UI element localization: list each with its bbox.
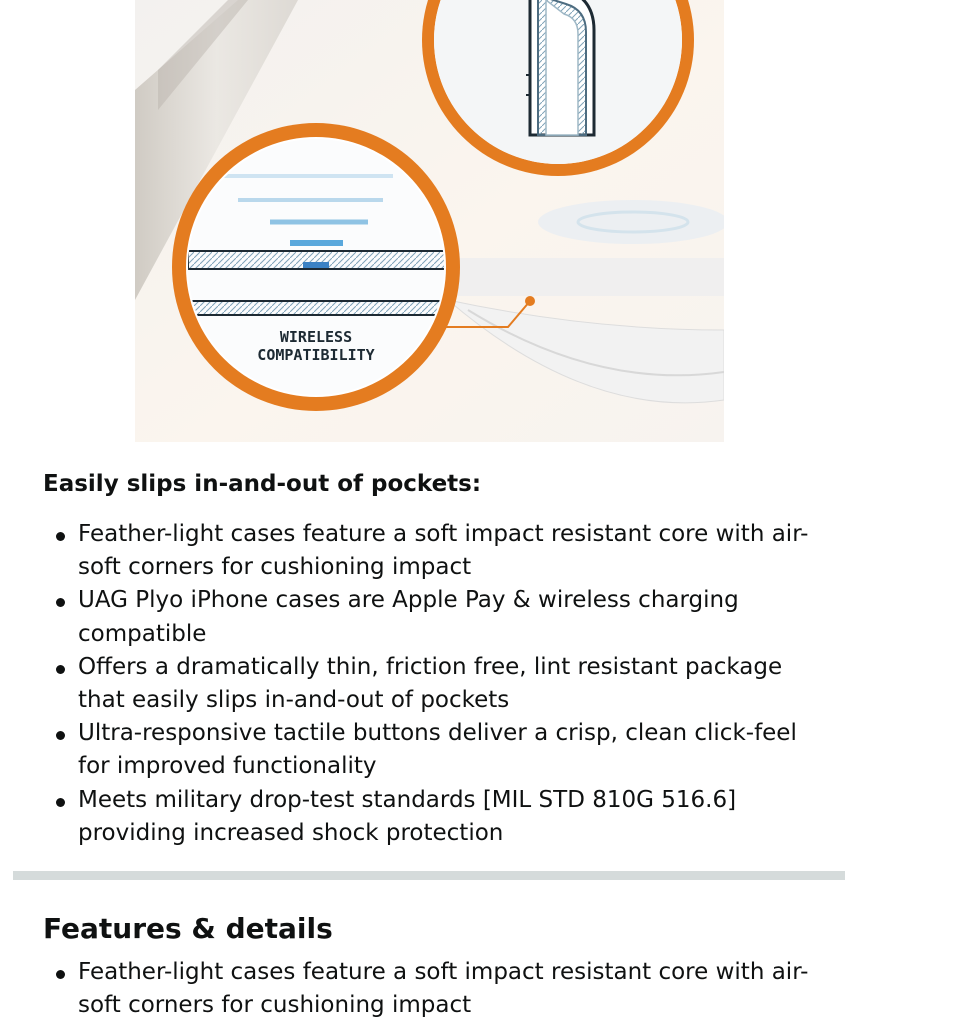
product-image[interactable]	[128, 0, 724, 442]
pockets-heading: Easily slips in-and-out of pockets:	[43, 471, 482, 497]
section-divider	[13, 871, 845, 880]
pockets-bullet: Offers a dramatically thin, friction free, lint resistant package that easily slips in-and-out of pockets	[43, 651, 813, 717]
features-bullet: Feather-light cases feature a soft impact resistant core with air-soft corners for cushioning impact	[43, 956, 813, 1022]
callout-dot	[525, 296, 535, 306]
wireless-detail-lens	[172, 123, 460, 411]
features-title: Features & details	[43, 912, 333, 945]
pockets-bullet: Feather-light cases feature a soft impact resistant core with air-soft corners for cushioning impact	[43, 518, 813, 584]
callout-text-wireless: WIRELESS	[279, 328, 353, 346]
pockets-bullet: Ultra-responsive tactile buttons deliver a crisp, clean click-feel for improved functionality	[43, 717, 813, 783]
features-bullet-list	[43, 956, 813, 1022]
callout-text-compatibility: COMPATIBILITY	[257, 346, 375, 364]
pockets-bullet-list	[43, 518, 813, 850]
pockets-bullet: Meets military drop-test standards [MIL STD 810G 516.6] providing increased shock protection	[43, 784, 813, 850]
pockets-bullet: UAG Plyo iPhone cases are Apple Pay & wireless charging compatible	[43, 584, 813, 650]
